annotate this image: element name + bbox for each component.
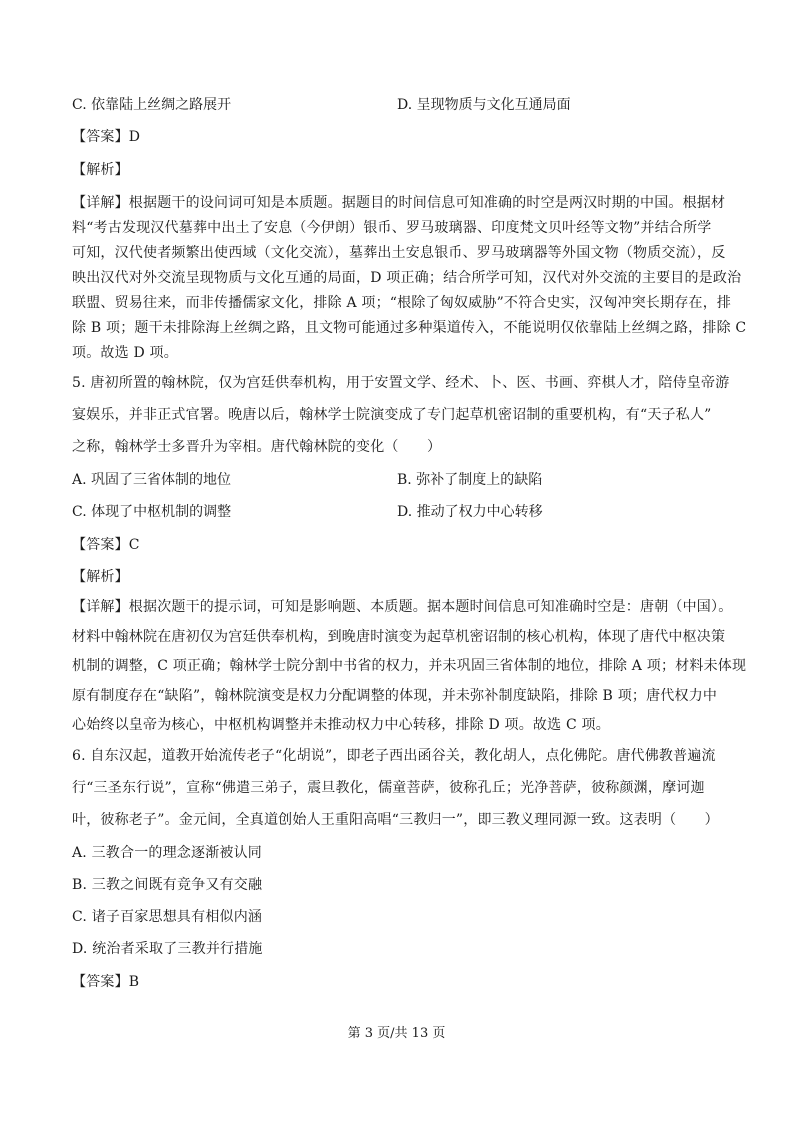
q6-option-c: C. 诸子百家思想具有相似内涵 bbox=[72, 909, 263, 925]
q6-option-a: A. 三教合一的理念逐渐被认同 bbox=[72, 845, 263, 861]
q4-analysis-label: 【解析】 bbox=[72, 162, 129, 178]
q6-option-b: B. 三教之间既有竞争又有交融 bbox=[72, 877, 263, 893]
q4-answer: 【答案】D bbox=[72, 129, 141, 145]
q5-stem-line: 5. 唐初所置的翰林院，仅为宫廷供奉机构，用于安置文学、经术、卜、医、书画、弈棋人才，陪侍皇帝游 bbox=[72, 375, 730, 391]
q4-option-d: D. 呈现物质与文化互通局面 bbox=[397, 97, 571, 113]
q5-detail-line: 心始终以皇帝为核心，中枢机构调整并未推动权力中心转移，排除 D 项。故选 C 项。 bbox=[72, 717, 610, 733]
q5-option-b: B. 弥补了制度上的缺陷 bbox=[397, 472, 543, 488]
q5-stem-line: 之称，翰林学士多晋升为宰相。唐代翰林院的变化（ ） bbox=[72, 439, 442, 455]
q6-stem-line: 叶，彼称老子”。金元间，全真道创始人王重阳高唱“三教归一”，即三教义理同源一致。这表明（ ） bbox=[72, 812, 719, 828]
q5-answer: 【答案】C bbox=[72, 537, 140, 553]
q5-detail-line: 机制的调整，C 项正确；翰林学士院分割中书省的权力，并未巩固三省体制的地位，排除 A 项；材料未体现 bbox=[72, 658, 747, 674]
q5-detail-line: 原有制度存在“缺陷”，翰林院演变是权力分配调整的体现，并未弥补制度缺陷，排除 B 项；唐代权力中 bbox=[72, 688, 718, 704]
q4-detail-line: 除 B 项；题干未排除海上丝绸之路，且文物可能通过多种渠道传入，不能说明仅依靠陆上丝绸之路，排除 C bbox=[72, 320, 747, 336]
q5-analysis-label: 【解析】 bbox=[72, 569, 129, 585]
q6-stem-line: 6. 自东汉起，道教开始流传老子“化胡说”，即老子西出函谷关，教化胡人，点化佛陀。唐代佛教普遍流 bbox=[72, 748, 716, 764]
q6-answer: 【答案】B bbox=[72, 974, 140, 990]
q6-stem-line: 行“三圣东行说”，宣称“佛遣三弟子，震旦教化，儒童菩萨，彼称孔丘；光净菩萨，彼称颜渊，摩诃迦 bbox=[72, 780, 705, 796]
q4-detail-line: 【详解】根据题干的设问词可知是本质题。据题目的时间信息可知准确的时空是两汉时期的中国。根据材 bbox=[72, 195, 726, 211]
q4-detail-line: 映出汉代对外交流呈现物质与文化互通的局面，D 项正确；结合所学可知，汉代对外交流的主要目的是政治 bbox=[72, 270, 742, 286]
q4-detail-line: 联盟、贸易往来，而非传播儒家文化，排除 A 项；“根除了匈奴威胁”不符合史实，汉匈冲突长期存在，排 bbox=[72, 295, 732, 311]
page-number-footer: 第 3 页/共 13 页 bbox=[347, 1026, 446, 1041]
q4-detail-line: 项。故选 D 项。 bbox=[72, 345, 178, 361]
q5-option-a: A. 巩固了三省体制的地位 bbox=[72, 472, 232, 488]
q6-option-d: D. 统治者采取了三教并行措施 bbox=[72, 941, 263, 957]
q5-stem-line: 宴娱乐，并非正式官署。晚唐以后，翰林学士院演变成了专门起草机密诏制的重要机构，有“天子私人” bbox=[72, 407, 712, 423]
q4-option-c: C. 依靠陆上丝绸之路展开 bbox=[72, 97, 232, 113]
q4-detail-line: 料“考古发现汉代墓葬中出土了安息（今伊朗）银币、罗马玻璃器、印度梵文贝叶经等文物”并结合所学 bbox=[72, 220, 712, 236]
q5-option-d: D. 推动了权力中心转移 bbox=[397, 504, 543, 520]
q5-detail-line: 【详解】根据次题干的提示词，可知是影响题、本质题。据本题时间信息可知准确时空是：唐朝（中国）。 bbox=[72, 599, 733, 615]
q5-option-c: C. 体现了中枢机制的调整 bbox=[72, 504, 232, 520]
q4-detail-line: 可知，汉代使者频繁出使西域（文化交流），墓葬出土安息银币、罗马玻璃器等外国文物（物质交流），反 bbox=[72, 245, 726, 261]
q5-detail-line: 材料中翰林院在唐初仅为宫廷供奉机构，到晚唐时演变为起草机密诏制的核心机构，体现了唐代中枢决策 bbox=[72, 629, 726, 645]
